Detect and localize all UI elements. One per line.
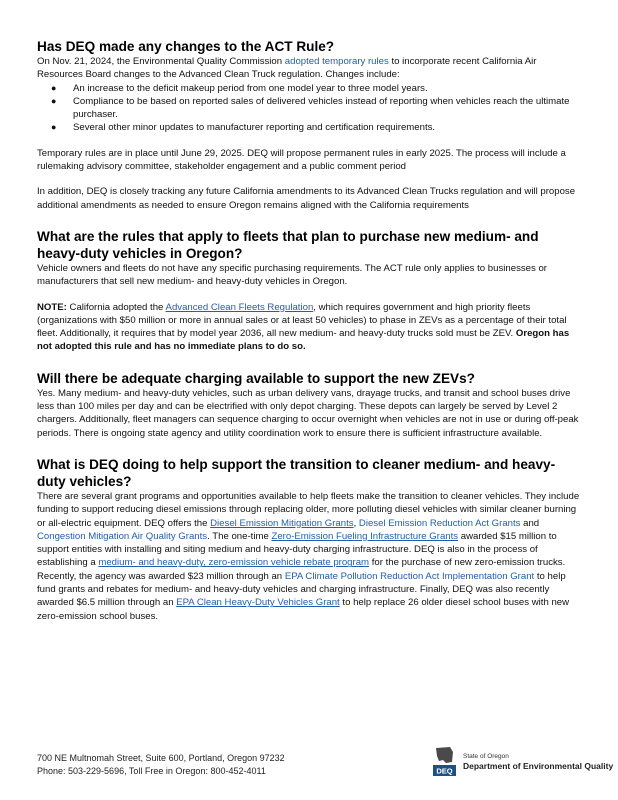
- bullet-icon: ●: [51, 122, 57, 133]
- section-heading-act-rule-changes: Has DEQ made any changes to the ACT Rule?: [37, 39, 335, 54]
- footer-address: 700 NE Multnomah Street, Suite 600, Portland, Oregon 97232: [37, 753, 285, 763]
- document-body: [37, 38, 582, 623]
- paragraph-grant-programs: There are several grant programs and opportunities available to help fleets make the transition to cleaner vehicles. They include funding to support reducing diesel emissions through replacing older, more polluting diesel vehicles with similar cleaner burning or all-electric equipment. DEQ offers the Diesel Emission Mitigation Grants, Diesel Emission Reduction Act Grants and Congestion Mitigation Air Quality Grants. The one-time Zero-Emission Fueling Infrastructure Grants awarded $15 million to support entities with installing and siting medium and heavy-duty charging infrastructure. DEQ is also in the process of establishing a medium- and heavy-duty, zero-emission vehicle rebate program for the purchase of new zero-emission trucks. Recently, the agency was awarded $23 million through an EPA Climate Pollution Reduction Act Implementation Grant to help fund grants and rebates for medium- and heavy-duty vehicles and charging infrastructure. Finally, DEQ was also recently awarded $6.5 million through an EPA Clean Heavy-Duty Vehicles Grant to help replace 26 older diesel school buses with new zero-emission school buses.: [37, 490, 580, 622]
- list-item: ● Compliance to be based on reported sales of delivered vehicles instead of reporting when vehicles reach the ultimate purchaser.: [51, 95, 570, 121]
- paragraph-california-tracking: In addition, DEQ is closely tracking any future California amendments to its Advanced Clean Trucks regulation and will propose additional amendments as needed to ensure Oregon remains aligned with the California requirements: [37, 186, 576, 211]
- link-epa-clean-heavy-duty-grant[interactable]: EPA Clean Heavy-Duty Vehicles Grant: [176, 597, 340, 609]
- logo-abbr: DEQ: [436, 766, 453, 776]
- footer-contact: [37, 752, 285, 778]
- list-item: ● Several other minor updates to manufacturer reporting and certification requirements.: [51, 122, 436, 134]
- paragraph-temporary-rules: On Nov. 21, 2024, the Environmental Quality Commission adopted temporary rules to incorporate recent California Air Resources Board changes to the Advanced Clean Truck regulation. Changes include:: [37, 56, 537, 81]
- link-congestion-mitigation-grants[interactable]: Congestion Mitigation Air Quality Grants: [37, 530, 208, 542]
- bullet-icon: ●: [51, 95, 57, 106]
- paragraph-purchasing-requirements: Vehicle owners and fleets do not have any specific purchasing requirements. The ACT rule only applies to businesses or manufacturers that sell new medium- and heavy-duty vehicles in Oregon.: [37, 262, 548, 288]
- note-oregon-not-adopted: Oregon has not adopted this rule and has no immediate plans to do so.: [37, 328, 570, 353]
- footer-phone: Phone: 503-229-5696, Toll Free in Oregon: 800-452-4011: [37, 766, 266, 777]
- paragraph-charging: Yes. Many medium- and heavy-duty vehicles, such as urban delivery vans, drayage trucks, and transit and school buses drive less than 100 miles per day and can be electrified with only depot charging. These depots can largely be served by Level 2 chargers. Additionally, fleet managers can sequence charging to occur overnight when vehicles are not in use or during off-peak periods. There is ongoing state agency and utility coordination work to ensure there is sufficient infrastructure available.: [37, 387, 579, 439]
- link-zev-rebate-program[interactable]: medium- and heavy-duty, zero-emission vehicle rebate program: [98, 557, 370, 569]
- oregon-state-icon: [433, 746, 456, 776]
- link-zero-emission-fueling-grants[interactable]: Zero-Emission Fueling Infrastructure Grants: [271, 530, 459, 542]
- list-item: ● An increase to the deficit makeup period from one model year to three model years.: [51, 82, 428, 94]
- link-diesel-emission-reduction-act-grants[interactable]: Diesel Emission Reduction Act Grants: [358, 517, 521, 529]
- section-heading-fleet-rules: What are the rules that apply to fleets that plan to purchase new medium- and heavy-duty vehicles in Oregon?: [37, 228, 539, 261]
- link-advanced-clean-fleets[interactable]: Advanced Clean Fleets Regulation: [165, 301, 314, 313]
- note-label: NOTE:: [37, 301, 67, 313]
- changes-list: [37, 82, 582, 135]
- logo-state-text: State of Oregon: [463, 753, 509, 760]
- link-diesel-emission-mitigation-grants[interactable]: Diesel Emission Mitigation Grants: [210, 517, 354, 529]
- link-epa-climate-pollution-grant[interactable]: EPA Climate Pollution Reduction Act Implementation Grant: [284, 570, 535, 582]
- paragraph-permanent-rules: Temporary rules are in place until June 29, 2025. DEQ will propose permanent rules in early 2025. The process will include a rulemaking advisory committee, stakeholder engagement and a public comment period: [37, 147, 566, 173]
- logo-department-name: Department of Environmental Quality: [463, 761, 614, 771]
- paragraph-note-acf: NOTE: California adopted the Advanced Clean Fleets Regulation, which requires government and high priority fleets (organizations with $50 million or more in annual sales or at least 50 vehicles) to phase in ZEVs as a percentage of their total fleet. Additionally, it requires that by model year 2036, all new medium- and heavy-duty trucks sold must be ZEV. Oregon has not adopted this rule and has no immediate plans to do so.: [37, 301, 570, 353]
- deq-logo: [433, 744, 613, 780]
- section-heading-charging: Will there be adequate charging available to support the new ZEVs?: [37, 370, 475, 386]
- link-adopted-temporary-rules[interactable]: adopted temporary rules: [284, 56, 389, 67]
- bullet-icon: ●: [51, 82, 57, 93]
- section-heading-deq-support: What is DEQ doing to help support the transition to cleaner medium- and heavy-duty vehicles?: [37, 456, 556, 489]
